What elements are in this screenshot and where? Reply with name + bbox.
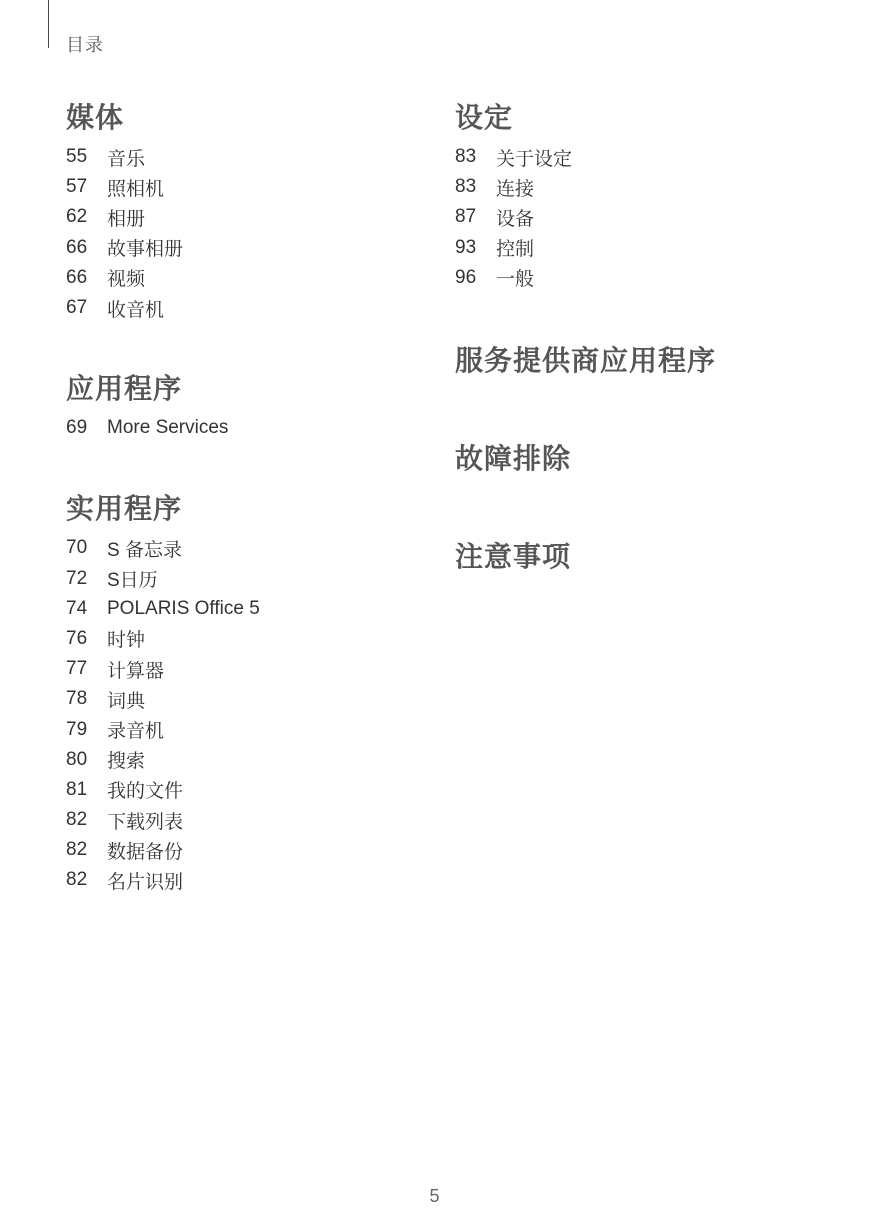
toc-entry[interactable] bbox=[66, 233, 426, 263]
page-number-ref: 79 bbox=[66, 718, 88, 740]
page-number-ref: 67 bbox=[66, 297, 88, 319]
page-number-ref: 55 bbox=[66, 146, 88, 168]
page-number-ref: 72 bbox=[66, 567, 88, 589]
entry-label: 控制 bbox=[496, 239, 535, 261]
entry-label: S日历 bbox=[107, 570, 158, 592]
toc-entry[interactable] bbox=[66, 594, 426, 624]
entry-label: 音乐 bbox=[107, 148, 146, 170]
entry-label: More Services bbox=[107, 417, 229, 439]
page-number-ref: 57 bbox=[66, 176, 88, 198]
toc-entry[interactable] bbox=[66, 805, 426, 835]
entry-label: S 备忘录 bbox=[107, 539, 182, 561]
page-number-ref: 74 bbox=[66, 597, 88, 619]
toc-entry[interactable] bbox=[66, 533, 426, 563]
toc-section-media bbox=[66, 98, 426, 323]
page-number-ref: 82 bbox=[66, 869, 88, 891]
page-number-ref: 87 bbox=[455, 206, 477, 228]
entry-label: 数据备份 bbox=[107, 841, 184, 863]
page-number-ref: 83 bbox=[455, 176, 477, 198]
toc-entry[interactable] bbox=[66, 745, 426, 775]
toc-entry[interactable] bbox=[455, 172, 855, 202]
section-title: 应用程序 bbox=[66, 372, 183, 406]
toc-entry[interactable] bbox=[66, 293, 426, 323]
entry-label: 照相机 bbox=[107, 178, 165, 200]
page-number-ref: 81 bbox=[66, 778, 88, 800]
toc-entry[interactable] bbox=[455, 233, 855, 263]
page-number-ref: 76 bbox=[66, 627, 88, 649]
entry-label: 连接 bbox=[496, 178, 535, 200]
entry-label: 我的文件 bbox=[107, 781, 184, 803]
section-spacer bbox=[66, 323, 426, 369]
entry-label: 故事相册 bbox=[107, 239, 184, 261]
entry-label: 相册 bbox=[107, 208, 146, 230]
toc-entry[interactable] bbox=[66, 142, 426, 172]
toc-section-settings bbox=[455, 98, 855, 293]
toc-right-column bbox=[455, 98, 855, 581]
page-number-ref: 77 bbox=[66, 658, 88, 680]
section-title-precautions[interactable]: 注意事项 bbox=[455, 539, 572, 573]
entry-label: 名片识别 bbox=[107, 871, 184, 893]
header-label: 目录 bbox=[66, 35, 104, 55]
toc-section-apps bbox=[66, 369, 426, 443]
entry-label: 下载列表 bbox=[107, 811, 184, 833]
toc-entry[interactable] bbox=[66, 172, 426, 202]
toc-entry[interactable] bbox=[66, 624, 426, 654]
page-number-ref: 78 bbox=[66, 688, 88, 710]
toc-entry[interactable] bbox=[455, 142, 855, 172]
entry-label: 收音机 bbox=[107, 299, 165, 321]
page-number: 5 bbox=[429, 1186, 440, 1206]
page-number-ref: 62 bbox=[66, 206, 88, 228]
section-spacer bbox=[455, 385, 855, 439]
section-title: 媒体 bbox=[66, 101, 125, 134]
page-number-ref: 82 bbox=[66, 839, 88, 861]
page-number-ref: 66 bbox=[66, 236, 88, 258]
section-title-troubleshooting[interactable]: 故障排除 bbox=[455, 441, 572, 475]
page-number-ref: 93 bbox=[455, 236, 477, 258]
toc-entry[interactable] bbox=[455, 263, 855, 293]
toc-entry[interactable] bbox=[66, 654, 426, 684]
entry-label: 设备 bbox=[496, 208, 535, 230]
section-spacer bbox=[455, 293, 855, 341]
page-number-ref: 96 bbox=[455, 266, 477, 288]
toc-entry[interactable] bbox=[66, 684, 426, 714]
section-title: 设定 bbox=[455, 101, 514, 134]
section-title-provider-apps[interactable]: 服务提供商应用程序 bbox=[455, 343, 717, 377]
page-number-ref: 80 bbox=[66, 748, 88, 770]
toc-entry[interactable] bbox=[455, 202, 855, 232]
toc-entry[interactable] bbox=[66, 865, 426, 895]
entry-label: 搜索 bbox=[107, 751, 146, 773]
page-number-ref: 66 bbox=[66, 266, 88, 288]
toc-entry[interactable] bbox=[66, 775, 426, 805]
entry-label: 词典 bbox=[107, 690, 146, 712]
section-title: 实用程序 bbox=[66, 492, 183, 526]
toc-entry[interactable] bbox=[66, 714, 426, 744]
page-number-ref: 69 bbox=[66, 417, 88, 439]
entry-label: 视频 bbox=[107, 269, 146, 291]
page-number-ref: 82 bbox=[66, 809, 88, 831]
entry-label: 计算器 bbox=[107, 660, 165, 682]
toc-section-utilities bbox=[66, 489, 426, 895]
page-number-ref: 70 bbox=[66, 537, 88, 559]
section-spacer bbox=[66, 443, 426, 489]
entry-label: 一般 bbox=[496, 269, 535, 291]
entry-label: POLARIS Office 5 bbox=[107, 597, 260, 619]
toc-entry[interactable] bbox=[66, 564, 426, 594]
section-spacer bbox=[455, 483, 855, 537]
toc-entry[interactable] bbox=[66, 202, 426, 232]
toc-entry[interactable] bbox=[66, 413, 426, 443]
page-number-ref: 83 bbox=[455, 146, 477, 168]
entry-label: 时钟 bbox=[107, 630, 146, 652]
header-edge-line bbox=[48, 0, 49, 48]
entry-label: 录音机 bbox=[107, 721, 165, 743]
toc-left-column bbox=[66, 98, 426, 896]
toc-entry[interactable] bbox=[66, 263, 426, 293]
entry-label: 关于设定 bbox=[496, 148, 573, 170]
toc-entry[interactable] bbox=[66, 835, 426, 865]
